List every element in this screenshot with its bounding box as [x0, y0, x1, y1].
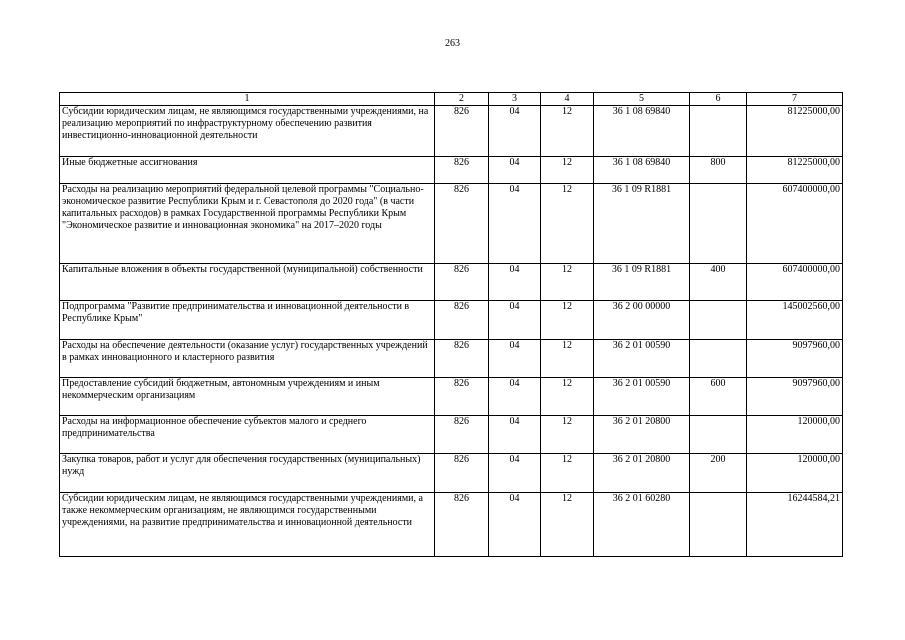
row-subsection-code: 12: [541, 340, 594, 378]
table-row: [60, 301, 843, 340]
row-ministry-code: 826: [435, 416, 489, 454]
row-description: Расходы на обеспечение деятельности (оказание услуг) государственных учреждений в рамках инновационного и кластерного развития: [60, 340, 435, 378]
row-expense-type: [690, 493, 747, 557]
row-expense-type: 600: [690, 378, 747, 416]
row-subsection-code: 12: [541, 184, 594, 264]
row-section-code: 04: [489, 454, 541, 493]
row-target-code: 36 1 08 69840: [594, 157, 690, 184]
row-subsection-code: 12: [541, 416, 594, 454]
row-expense-type: 200: [690, 454, 747, 493]
row-subsection-code: 12: [541, 454, 594, 493]
row-section-code: 04: [489, 378, 541, 416]
row-target-code: 36 2 01 00590: [594, 340, 690, 378]
header-row: [60, 93, 843, 106]
row-ministry-code: 826: [435, 378, 489, 416]
row-amount: 120000,00: [747, 416, 843, 454]
row-amount: 9097960,00: [747, 340, 843, 378]
row-expense-type: [690, 106, 747, 157]
table-row: [60, 493, 843, 557]
row-expense-type: 400: [690, 264, 747, 301]
row-target-code: 36 2 01 60280: [594, 493, 690, 557]
row-section-code: 04: [489, 184, 541, 264]
row-description: Расходы на реализацию мероприятий федеральной целевой программы "Социально-экономическое развитие Республики Крым и г. Севастополя до 2020 года" (в части капитальных расходов) в рамках Государственной программы Республики Крым "Экономическое развитие и инновационная экономика" на 2017–2020 годы: [60, 184, 435, 264]
row-expense-type: [690, 301, 747, 340]
row-expense-type: 800: [690, 157, 747, 184]
row-subsection-code: 12: [541, 106, 594, 157]
row-amount: 81225000,00: [747, 157, 843, 184]
row-ministry-code: 826: [435, 454, 489, 493]
row-description: Субсидии юридическим лицам, не являющимся государственными учреждениями, а также некоммерческим организациям, не являющимся государственными учреждениями, на развитие предпринимательства и инновационной деятельности: [60, 493, 435, 557]
column-header-2: 2: [435, 93, 489, 106]
row-description: Предоставление субсидий бюджетным, автономным учреждениям и иным некоммерческим организациям: [60, 378, 435, 416]
row-description: Подпрограмма "Развитие предпринимательства и инновационной деятельности в Республике Крым": [60, 301, 435, 340]
column-header-3: 3: [489, 93, 541, 106]
row-subsection-code: 12: [541, 493, 594, 557]
column-header-1: 1: [60, 93, 435, 106]
table-row: [60, 378, 843, 416]
row-description: Расходы на информационное обеспечение субъектов малого и среднего предпринимательства: [60, 416, 435, 454]
budget-table: [59, 92, 843, 557]
row-ministry-code: 826: [435, 184, 489, 264]
row-ministry-code: 826: [435, 493, 489, 557]
row-amount: 16244584,21: [747, 493, 843, 557]
table-row: [60, 454, 843, 493]
column-header-6: 6: [690, 93, 747, 106]
row-ministry-code: 826: [435, 264, 489, 301]
row-section-code: 04: [489, 416, 541, 454]
row-section-code: 04: [489, 106, 541, 157]
row-expense-type: [690, 184, 747, 264]
row-target-code: 36 2 01 00590: [594, 378, 690, 416]
row-subsection-code: 12: [541, 378, 594, 416]
row-expense-type: [690, 340, 747, 378]
row-subsection-code: 12: [541, 157, 594, 184]
table-row: [60, 157, 843, 184]
row-subsection-code: 12: [541, 264, 594, 301]
row-target-code: 36 2 01 20800: [594, 454, 690, 493]
table-row: [60, 184, 843, 264]
row-description: Капитальные вложения в объекты государственной (муниципальной) собственности: [60, 264, 435, 301]
column-header-5: 5: [594, 93, 690, 106]
row-amount: 81225000,00: [747, 106, 843, 157]
row-ministry-code: 826: [435, 106, 489, 157]
row-target-code: 36 1 09 R1881: [594, 264, 690, 301]
row-section-code: 04: [489, 493, 541, 557]
row-amount: 120000,00: [747, 454, 843, 493]
table-row: [60, 264, 843, 301]
row-description: Иные бюджетные ассигнования: [60, 157, 435, 184]
row-section-code: 04: [489, 264, 541, 301]
row-amount: 9097960,00: [747, 378, 843, 416]
row-description: Закупка товаров, работ и услуг для обеспечения государственных (муниципальных) нужд: [60, 454, 435, 493]
column-header-7: 7: [747, 93, 843, 106]
row-expense-type: [690, 416, 747, 454]
row-amount: 145002560,00: [747, 301, 843, 340]
row-target-code: 36 1 08 69840: [594, 106, 690, 157]
column-header-4: 4: [541, 93, 594, 106]
row-description: Субсидии юридическим лицам, не являющимся государственными учреждениями, на реализацию мероприятий по инфраструктурному обеспечению развития инвестиционно-инновационной деятельности: [60, 106, 435, 157]
page-number: 263: [445, 38, 460, 49]
row-target-code: 36 1 09 R1881: [594, 184, 690, 264]
row-amount: 607400000,00: [747, 264, 843, 301]
table-row: [60, 416, 843, 454]
row-ministry-code: 826: [435, 157, 489, 184]
row-section-code: 04: [489, 340, 541, 378]
row-target-code: 36 2 00 00000: [594, 301, 690, 340]
row-ministry-code: 826: [435, 301, 489, 340]
row-ministry-code: 826: [435, 340, 489, 378]
table-row: [60, 340, 843, 378]
table-row: [60, 106, 843, 157]
row-amount: 607400000,00: [747, 184, 843, 264]
row-section-code: 04: [489, 157, 541, 184]
row-section-code: 04: [489, 301, 541, 340]
row-target-code: 36 2 01 20800: [594, 416, 690, 454]
row-subsection-code: 12: [541, 301, 594, 340]
